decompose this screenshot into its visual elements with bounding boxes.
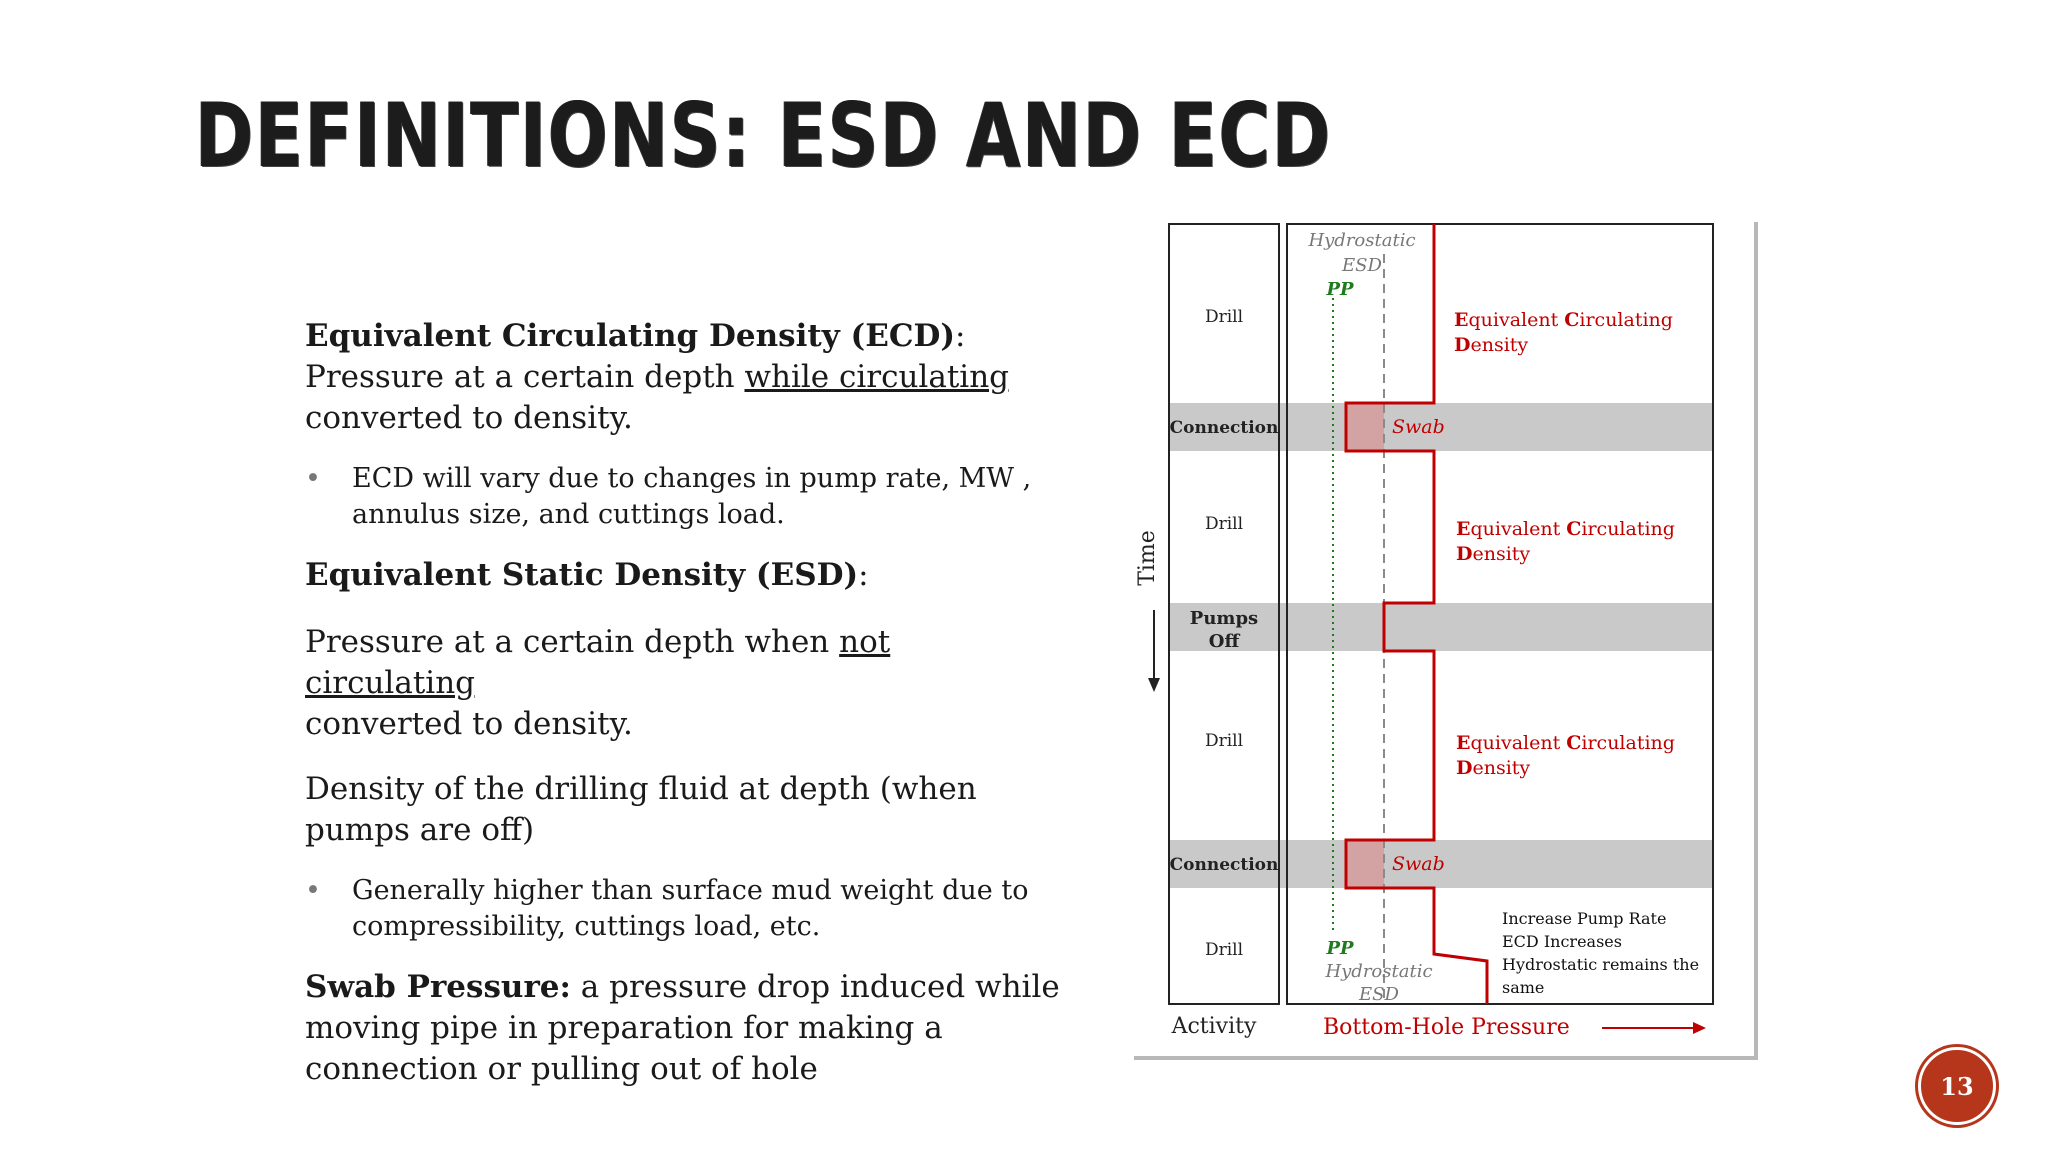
esd-bottom-label: ESD xyxy=(1359,984,1399,1005)
ecd-label-text: ensity xyxy=(1472,757,1531,779)
ecd-label-initial: C xyxy=(1566,732,1582,754)
ecd-line-pre: Pressure at a certain depth xyxy=(305,359,745,395)
ecd-label-initial: E xyxy=(1456,732,1471,754)
page-number-badge: 13 xyxy=(1918,1047,1996,1125)
activity-label: Pumps xyxy=(1189,608,1259,629)
ecd-label-text: quivalent xyxy=(1468,309,1565,331)
pp-bottom-label: PP xyxy=(1326,938,1354,959)
ecd-label-text: irculating xyxy=(1581,732,1675,754)
ecd-label-initial: C xyxy=(1564,309,1580,331)
definitions-text xyxy=(305,316,1065,1112)
ecd-label xyxy=(1454,334,1528,356)
ecd-label-initial: C xyxy=(1566,518,1582,540)
esd-term: Equivalent Static Density (ESD) xyxy=(305,557,859,593)
pump-rate-note: ECD Increases xyxy=(1502,932,1622,951)
swab-fill-2 xyxy=(1346,840,1384,888)
hydrostatic-bottom-label: Hydrostatic xyxy=(1325,961,1433,982)
esd-definition xyxy=(305,622,1065,745)
ecd-label-initial: E xyxy=(1454,309,1469,331)
bhp-axis-label: Bottom-Hole Pressure xyxy=(1323,1015,1570,1040)
esd-emphasis: not circulating xyxy=(305,624,891,701)
ecd-term: Equivalent Circulating Density (ECD) xyxy=(305,318,956,354)
esd-bullet: • Generally higher than surface mud weight due to compressibility, cuttings load, etc. xyxy=(305,873,1072,945)
ecd-line-post: converted to density. xyxy=(305,400,633,436)
ecd-bullet: • ECD will vary due to changes in pump rate, MW , annulus size, and cuttings load. xyxy=(305,461,1065,533)
ecd-label-text: irculating xyxy=(1581,518,1675,540)
ecd-label-text: ensity xyxy=(1470,334,1529,356)
ecd-label xyxy=(1456,543,1530,565)
activity-label: Connection xyxy=(1169,855,1279,875)
ecd-label-text: quivalent xyxy=(1470,518,1567,540)
ecd-label xyxy=(1454,309,1673,331)
swab-text: a pressure drop induced while moving pipe in preparation for making a connection or pulling out of hole xyxy=(305,969,1060,1087)
ecd-label-initial: D xyxy=(1454,334,1471,356)
ecd-label xyxy=(1456,732,1675,754)
slide-title: DEFINITIONS: ESD AND ECD xyxy=(195,84,1332,187)
activity-label: Drill xyxy=(1204,940,1244,960)
bottom-hole-pressure-diagram xyxy=(1126,218,1756,1058)
swab-term: Swab Pressure: xyxy=(305,969,571,1005)
esd-density-text: Density of the drilling fluid at depth (when pumps are off) xyxy=(305,771,977,848)
pump-rate-note: same xyxy=(1502,978,1545,997)
esd-line-pre: Pressure at a certain depth when xyxy=(305,624,840,660)
swab-label: Swab xyxy=(1392,853,1445,875)
activity-axis-label: Activity xyxy=(1171,1014,1257,1039)
activity-label: Drill xyxy=(1204,514,1244,534)
esd-colon: : xyxy=(858,557,869,593)
ecd-label-text: quivalent xyxy=(1470,732,1567,754)
swab-definition xyxy=(305,967,1065,1090)
ecd-colon: : xyxy=(955,318,966,354)
esd-heading xyxy=(305,555,1065,596)
esd-line-post: converted to density. xyxy=(305,706,633,742)
time-axis-label: Time xyxy=(1135,530,1160,586)
ecd-label xyxy=(1456,757,1530,779)
esd-top-label: ESD xyxy=(1342,255,1382,276)
ecd-label-text: irculating xyxy=(1579,309,1673,331)
ecd-label-initial: D xyxy=(1456,543,1473,565)
swab-fill-1 xyxy=(1346,403,1384,451)
swab-label: Swab xyxy=(1392,416,1445,438)
ecd-label-initial: D xyxy=(1456,757,1473,779)
ecd-label-initial: E xyxy=(1456,518,1471,540)
hydrostatic-top-label: Hydrostatic xyxy=(1308,230,1416,251)
ecd-emphasis: while circulating xyxy=(744,359,1009,395)
pp-top-label: PP xyxy=(1326,279,1354,300)
ecd-label-text: ensity xyxy=(1472,543,1531,565)
activity-label: Connection xyxy=(1169,418,1279,438)
activity-label: Drill xyxy=(1204,307,1244,327)
ecd-label xyxy=(1456,518,1675,540)
pump-rate-note: Hydrostatic remains the xyxy=(1502,955,1700,974)
ecd-definition xyxy=(305,316,1065,439)
activity-label: Off xyxy=(1208,631,1240,652)
activity-label: Drill xyxy=(1204,731,1244,751)
pump-rate-note: Increase Pump Rate xyxy=(1502,909,1667,928)
diagram-svg xyxy=(1126,218,1756,1058)
